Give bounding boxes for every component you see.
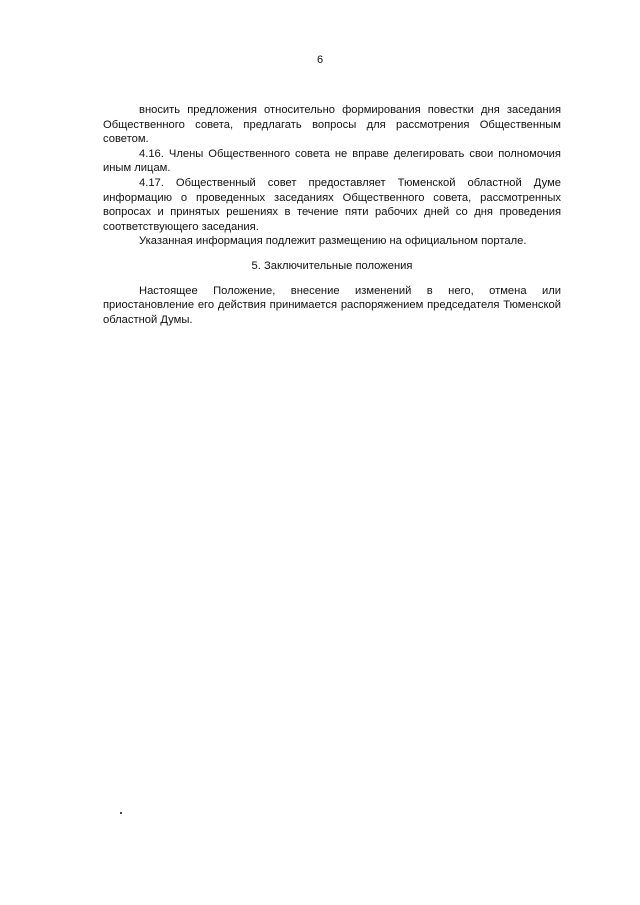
document-body xyxy=(103,103,561,327)
paragraph-4-17: 4.17. Общественный совет предоставляет Тюменской областной Думе информацию о проведенных заседаниях Общественного совета, рассмотренных вопросах и принятых решениях в течение пяти рабочих дней со дня проведения соответствующего заседания. xyxy=(103,176,561,233)
paragraph-publication: Указанная информация подлежит размещению на официальном портале. xyxy=(139,235,527,248)
paragraph-continuation: вносить предложения относительно формирования повестки дня заседания Общественного совета, предлагать вопросы для рассмотрения Общественным советом. xyxy=(103,104,561,146)
paragraph-final-provisions: Настоящее Положение, внесение изменений в него, отмена или приостановление его действия принимается распоряжением председателя Тюменской областной Думы. xyxy=(103,284,561,326)
page-number: 6 xyxy=(316,54,324,66)
scan-dot-mark xyxy=(120,812,122,814)
section-5-heading: 5. Заключительные положения xyxy=(251,259,413,272)
paragraph-4-16: 4.16. Члены Общественного совета не вправе делегировать свои полномочия иным лицам. xyxy=(103,147,561,175)
